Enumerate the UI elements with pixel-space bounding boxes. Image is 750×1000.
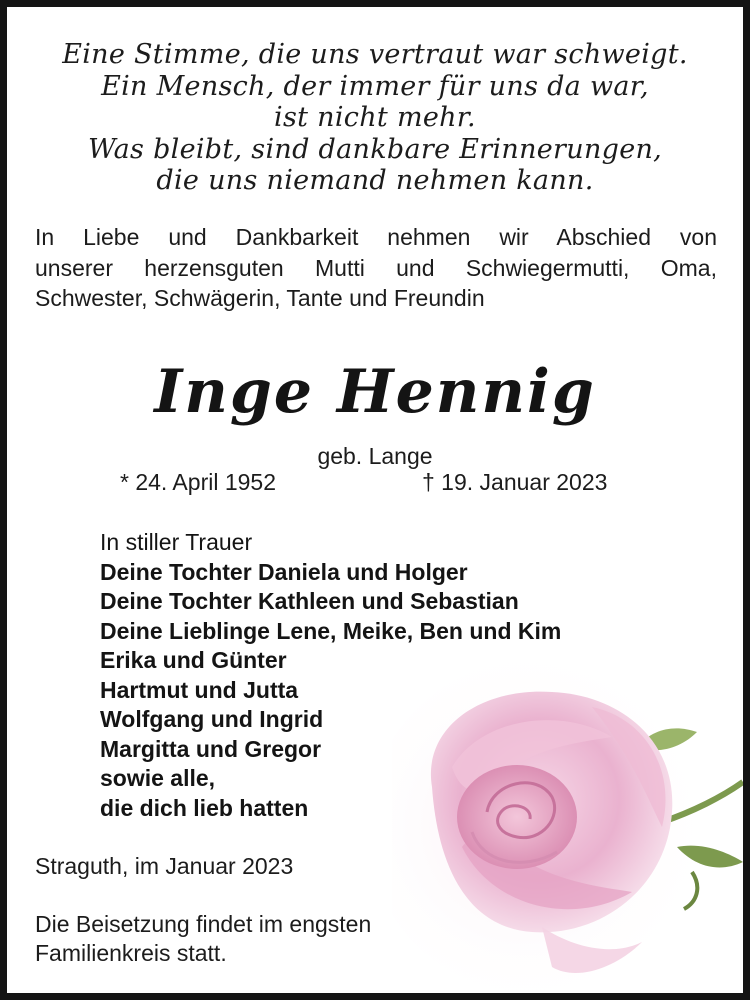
- birth-date: * 24. April 1952: [120, 469, 277, 495]
- mourner-name: die dich lieb hatten: [100, 794, 309, 821]
- memorial-poem: [7, 39, 743, 197]
- mourner-name: Deine Tochter Daniela und Holger: [100, 558, 468, 585]
- intro-line: Schwester, Schwägerin, Tante und Freundin: [35, 285, 485, 311]
- mourner-name: Wolfgang und Ingrid: [100, 706, 324, 732]
- intro-text: [35, 222, 717, 314]
- mourner-name: Deine Tochter Kathleen und Sebastian: [100, 588, 519, 614]
- birth-name: geb. Lange: [317, 443, 433, 469]
- mourner-name: Hartmut und Jutta: [100, 676, 299, 703]
- place-date: Straguth, im Januar 2023: [35, 853, 294, 879]
- death-date: † 19. Januar 2023: [422, 469, 608, 495]
- funeral-line: Familienkreis statt.: [35, 940, 227, 966]
- mourner-name: sowie alle,: [100, 765, 216, 791]
- funeral-notice: [35, 910, 371, 968]
- poem-line: ist nicht mehr.: [274, 102, 476, 133]
- mourners-heading: In stiller Trauer: [100, 529, 253, 555]
- poem-line: Was bleibt, sind dankbare Erinnerungen,: [87, 133, 663, 165]
- mourner-name: Deine Lieblinge Lene, Meike, Ben und Kim: [100, 617, 562, 644]
- mourner-name: Margitta und Gregor: [100, 735, 322, 762]
- poem-line: Ein Mensch, der immer für uns da war,: [101, 70, 649, 102]
- intro-line: In Liebe und Dankbarkeit nehmen wir Abschied von: [35, 224, 717, 250]
- mourner-name: Erika und Günter: [100, 647, 287, 673]
- funeral-line: Die Beisetzung findet im engsten: [35, 911, 372, 937]
- poem-line: die uns niemand nehmen kann.: [156, 165, 594, 196]
- intro-line: unserer herzensguten Mutti und Schwiegermutti, Oma,: [35, 254, 717, 281]
- mourners-list: [100, 528, 561, 823]
- deceased-name: Inge Hennig: [154, 357, 596, 427]
- poem-line: Eine Stimme, die uns vertraut war schweigt.: [62, 39, 688, 70]
